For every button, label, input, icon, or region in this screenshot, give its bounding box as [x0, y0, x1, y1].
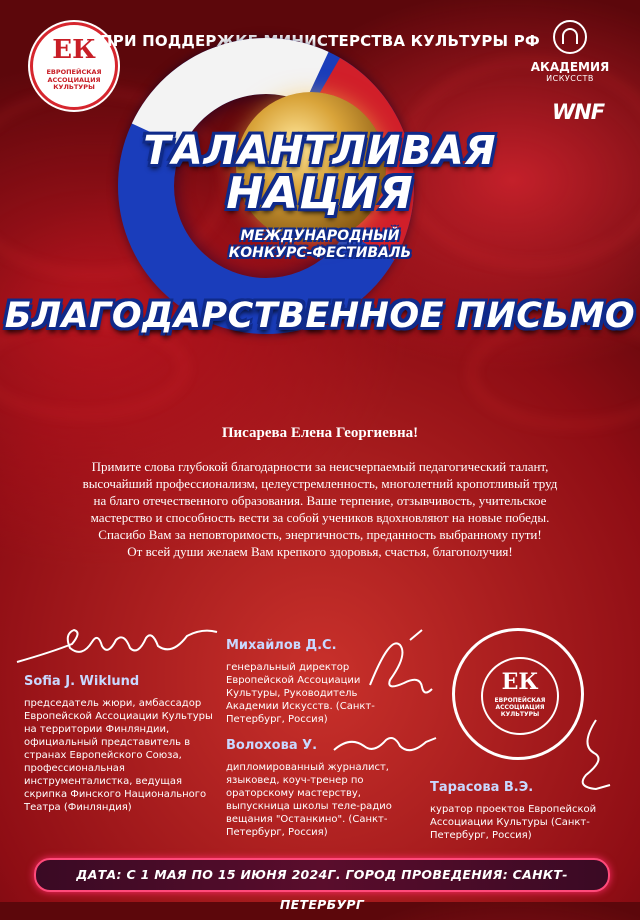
seal-inner — [481, 657, 559, 735]
logo-text: ЕВРОПЕЙСКАЯ АССОЦИАЦИЯ КУЛЬТУРЫ — [46, 68, 102, 91]
festival-subtitle-line2: КОНКУРС-ФЕСТИВАЛЬ — [228, 245, 412, 261]
logo-mark: ЕК — [52, 35, 96, 65]
signatory-description: куратор проектов Европейской Ассоциации Культуры (Санкт-Петербург, Россия) — [430, 804, 597, 841]
academy-emblem-icon — [553, 20, 587, 54]
festival-title-line2: НАЦИЯ — [226, 168, 414, 219]
letter-paragraph: От всей души желаем Вам крепкого здоровья, счастья, благополучия! — [127, 544, 513, 559]
signatory-name: Sofia J. Wiklund — [24, 674, 140, 689]
signatory-description: председатель жюри, амбассадор Европейской Ассоциации Культуры на территории Финляндии, официальный представитель в странах Европейского Союза, профессиональная инструменталистка, ведущая скрипка Финского Национального Театра (Финляндия) — [24, 698, 213, 813]
seal-mark: ЕК — [501, 669, 539, 695]
festival-title-line1: ТАЛАНТЛИВАЯ — [143, 128, 497, 174]
signatory — [430, 780, 610, 842]
signature-wiklund — [12, 622, 222, 672]
recipient-name: Писарева Елена Георгиевна! — [221, 425, 419, 441]
signatory — [24, 674, 214, 814]
academy-name: АКАДЕМИЯ — [530, 60, 610, 74]
festival-subtitle — [0, 228, 640, 262]
signatory-description: дипломированный журналист, языковед, коуч-тренер по ораторскому мастерству, выпускница школы теле-радио вещания "Останкино". (Санкт-Петербург, Россия) — [226, 762, 392, 838]
signatory-name: Михайлов Д.С. — [226, 638, 337, 653]
seal-text: ЕВРОПЕЙСКАЯ АССОЦИАЦИЯ КУЛЬТУРЫ — [494, 697, 546, 718]
festival-subtitle-line1: МЕЖДУНАРОДНЫЙ — [240, 228, 400, 244]
support-header: ПРИ ПОДДЕРЖКЕ МИНИСТЕРСТВА КУЛЬТУРЫ РФ — [100, 32, 540, 50]
academy-sub: ИСКУССТВ — [546, 74, 594, 83]
academy-logo — [530, 20, 610, 83]
signatory — [226, 638, 386, 726]
signatory — [226, 738, 411, 839]
letter-body — [80, 458, 560, 560]
letter-paragraph: Примите слова глубокой благодарности за неисчерпаемый педагогический талант, высочайший профессионализм, целеустремленность, многолетний кропотливый труд на благо отечественного образования. Ваше терпение, отзывчивость, учительское мастерство и способность вести за собой учеников вдохновляют на новые победы. Спасибо Вам за неповторимость, энергичность, преданность выбранному пути! — [82, 459, 558, 542]
signatory-name: Тарасова В.Э. — [430, 780, 534, 795]
association-seal — [452, 628, 584, 760]
document-title: БЛАГОДАРСТВЕННОЕ ПИСЬМО — [4, 296, 636, 336]
signatory-description: генеральный директор Европейской Ассоциации Культуры, Руководитель Академии Искусств. (Санкт-Петербург, Россия) — [226, 662, 375, 725]
signatory-name: Волохова У. — [226, 738, 318, 753]
date-location-footer: ДАТА: С 1 МАЯ ПО 15 ИЮНЯ 2024Г. ГОРОД ПРОВЕДЕНИЯ: САНКТ-ПЕТЕРБУРГ — [34, 858, 610, 892]
wnf-logo: WNF — [551, 100, 605, 124]
